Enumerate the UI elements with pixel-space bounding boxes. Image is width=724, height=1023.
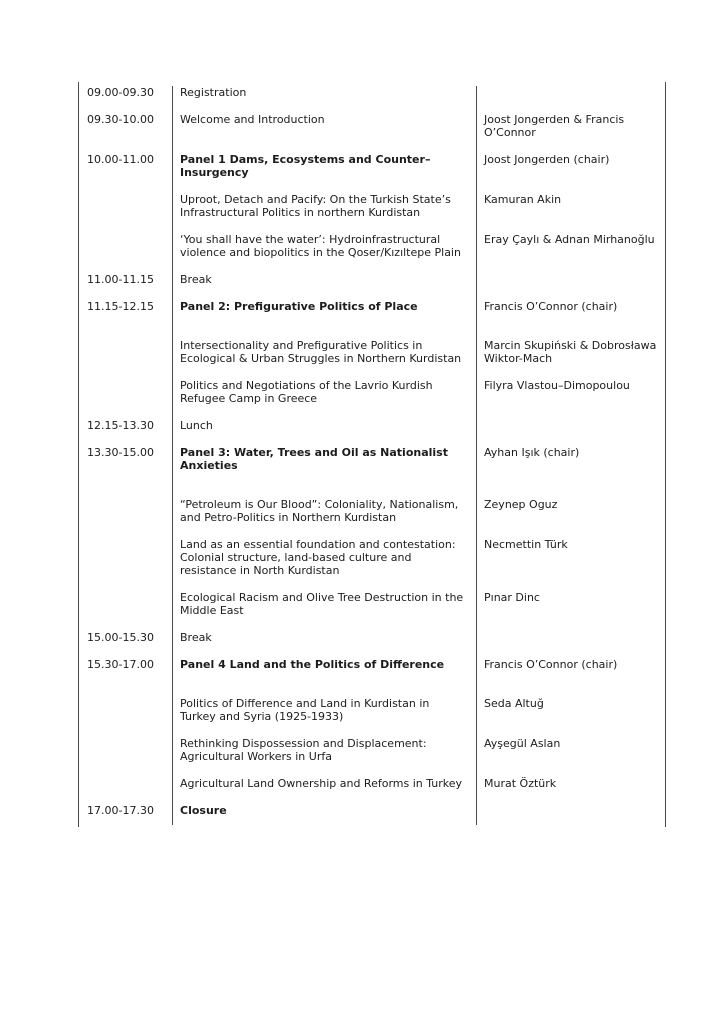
time-cell: 11.00-11.15 [79,273,173,300]
session-title-cell: Panel 3: Water, Trees and Oil as Nationalist Anxieties [173,446,477,498]
schedule-row [79,153,665,193]
time-cell [79,697,173,737]
schedule-row [79,777,665,804]
time-cell: 11.15-12.15 [79,300,173,339]
session-title-cell: Intersectionality and Prefigurative Politics in Ecological & Urban Struggles in Northern Kurdistan [173,339,477,379]
session-title-cell: Panel 1 Dams, Ecosystems and Counter–Insurgency [173,153,477,193]
speaker-cell: Joost Jongerden (chair) [484,153,610,166]
time-cell [79,777,173,804]
speaker-cell: Pınar Dinc [484,591,540,604]
schedule-row [79,419,665,446]
schedule-row [79,804,665,825]
time-cell [79,339,173,379]
schedule-row [79,379,665,419]
session-title-cell: Politics of Difference and Land in Kurdistan in Turkey and Syria (1925-1933) [173,697,477,737]
speaker-cell [477,804,665,825]
session-title-cell: Agricultural Land Ownership and Reforms in Turkey [173,777,477,804]
time-cell: 12.15-13.30 [79,419,173,446]
session-title-cell: Rethinking Dispossession and Displacement: Agricultural Workers in Urfa [173,737,477,777]
speaker-cell [477,631,665,658]
time-cell [79,233,173,273]
time-cell [79,737,173,777]
session-title-cell: Ecological Racism and Olive Tree Destruction in the Middle East [173,591,477,631]
session-title-cell: Break [173,631,477,658]
session-title-cell: Closure [173,804,477,825]
session-title-cell: Land as an essential foundation and contestation: Colonial structure, land-based culture and resistance in North Kurdistan [173,538,477,591]
speaker-cell: Murat Öztürk [484,777,557,790]
schedule-row [79,339,665,379]
time-cell: 15.30-17.00 [79,658,173,697]
speaker-cell [477,86,665,113]
schedule-row [79,273,665,300]
time-cell: 13.30-15.00 [79,446,173,498]
speaker-cell: Kamuran Akin [484,193,562,206]
time-cell [79,591,173,631]
time-cell [79,379,173,419]
speaker-cell: Francis O’Connor (chair) [484,300,618,313]
schedule-row [79,591,665,631]
session-title-cell: Politics and Negotiations of the Lavrio Kurdish Refugee Camp in Greece [173,379,477,419]
session-title-cell: Registration [173,86,477,113]
time-cell: 10.00-11.00 [79,153,173,193]
time-cell [79,193,173,233]
schedule-row [79,631,665,658]
speaker-cell: Zeynep Oguz [484,498,558,511]
schedule-table [78,82,666,827]
schedule-row [79,193,665,233]
speaker-cell: Joost Jongerden & Francis O’Connor [484,113,625,139]
schedule-row [79,113,665,153]
time-cell: 15.00-15.30 [79,631,173,658]
session-title-cell: Panel 4 Land and the Politics of Difference [173,658,477,697]
session-title-cell: ‘You shall have the water’: Hydroinfrastructural violence and biopolitics in the Qoser/Kızıltepe Plain [173,233,477,273]
session-title-cell: Break [173,273,477,300]
schedule-row [79,498,665,538]
session-title-cell: Uproot, Detach and Pacify: On the Turkish State’s Infrastructural Politics in northern Kurdistan [173,193,477,233]
schedule-row [79,233,665,273]
schedule-row [79,737,665,777]
schedule-row [79,86,665,113]
time-cell: 09.00-09.30 [79,86,173,113]
speaker-cell: Necmettin Türk [484,538,568,551]
schedule-row [79,538,665,591]
schedule-row [79,446,665,498]
speaker-cell: Eray Çaylı & Adnan Mirhanoğlu [484,233,655,246]
time-cell [79,538,173,591]
time-cell: 17.00-17.30 [79,804,173,825]
speaker-cell: Francis O’Connor (chair) [484,658,618,671]
speaker-cell: Filyra Vlastou–Dimopoulou [484,379,630,392]
time-cell [79,498,173,538]
session-title-cell: Lunch [173,419,477,446]
speaker-cell [477,419,665,446]
schedule-row [79,300,665,339]
speaker-cell: Marcin Skupiński & Dobrosława Wiktor-Mach [484,339,657,365]
schedule-row [79,697,665,737]
schedule-row [79,658,665,697]
session-title-cell: Panel 2: Prefigurative Politics of Place [173,300,477,339]
session-title-cell: “Petroleum is Our Blood”: Coloniality, Nationalism, and Petro-Politics in Northern Kurdistan [173,498,477,538]
speaker-cell: Seda Altuğ [484,697,544,710]
speaker-cell: Ayşegül Aslan [484,737,561,750]
speaker-cell [477,273,665,300]
time-cell: 09.30-10.00 [79,113,173,153]
speaker-cell: Ayhan Işık (chair) [484,446,580,459]
session-title-cell: Welcome and Introduction [173,113,477,153]
